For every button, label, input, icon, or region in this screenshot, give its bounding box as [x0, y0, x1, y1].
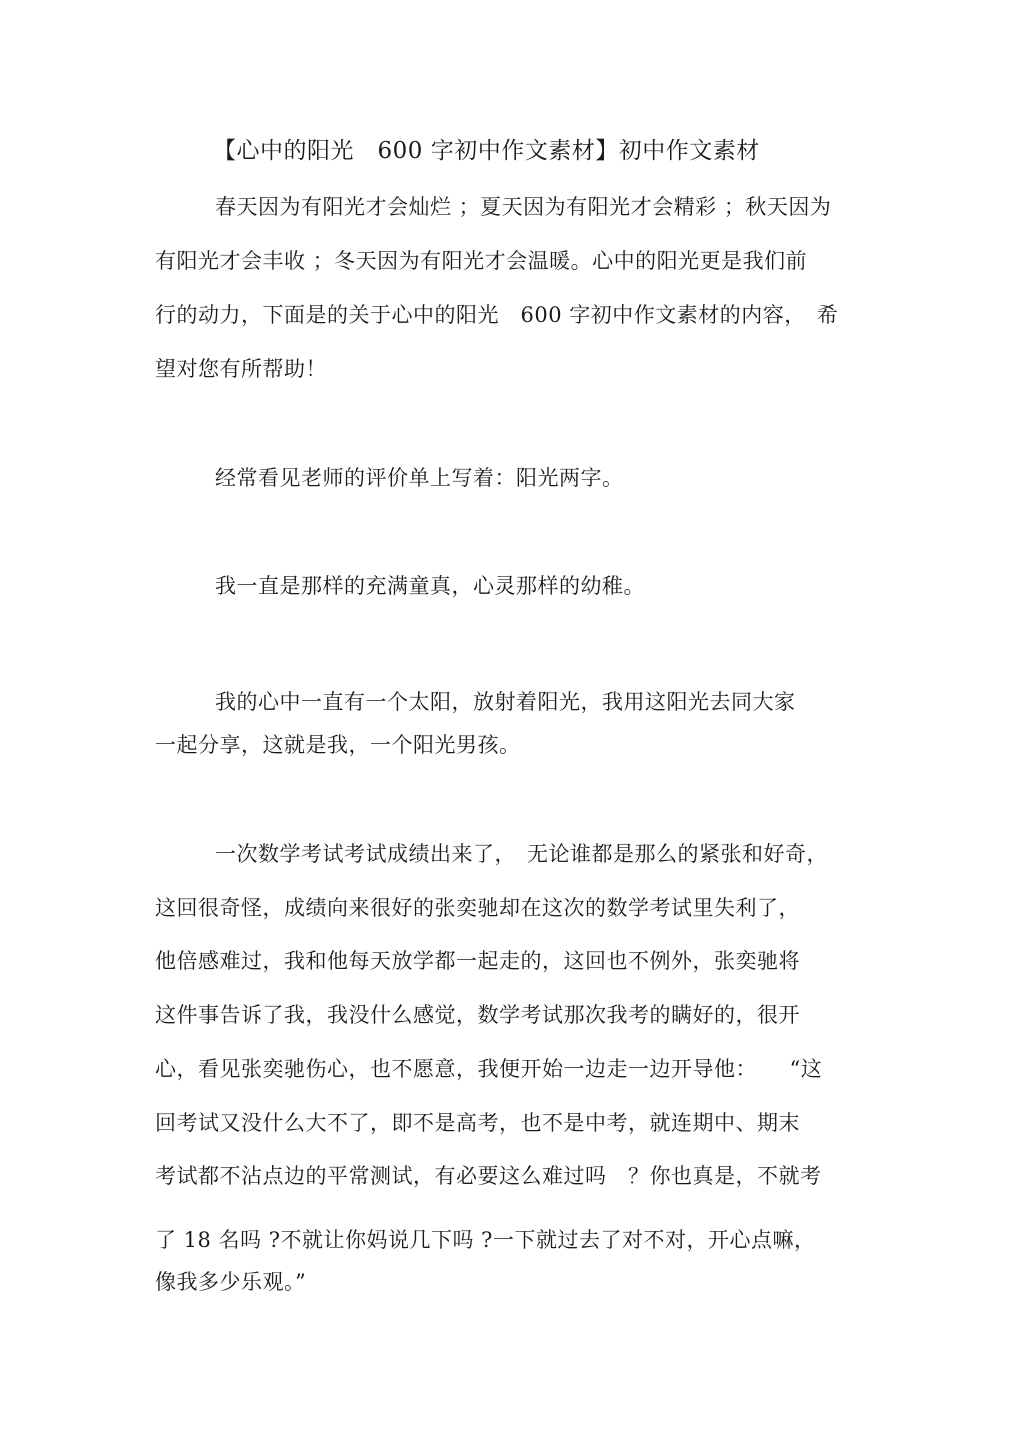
paragraph-line: 考试都不沾点边的平常测试，有必要这么难过吗 ？你也真是，不就考 [155, 1164, 822, 1188]
paragraph-line: 春天因为有阳光才会灿烂 ；夏天因为有阳光才会精彩 ；秋天因为 [215, 195, 832, 219]
paragraph-line: 我一直是那样的充满童真，心灵那样的幼稚。 [215, 574, 645, 598]
paragraph-line: 一次数学考试考试成绩出来了， 无论谁都是那么的紧张和好奇， [215, 842, 828, 866]
paragraph-line: 望对您有所帮助！ [155, 357, 327, 381]
paragraph-line: 这件事告诉了我，我没什么感觉，数学考试那次我考的瞒好的，很开 [155, 1003, 800, 1027]
paragraph-line: 他倍感难过，我和他每天放学都一起走的，这回也不例外，张奕驰将 [155, 949, 800, 973]
paragraph-line: 了 18 名吗 ?不就让你妈说几下吗 ?一下就过去了对不对，开心点嘛， [155, 1228, 816, 1252]
paragraph-line: 经常看见老师的评价单上写着：阳光两字。 [215, 466, 624, 490]
paragraph-line: 我的心中一直有一个太阳，放射着阳光，我用这阳光去同大家 [215, 690, 796, 714]
paragraph-line: 有阳光才会丰收 ；冬天因为有阳光才会温暖。心中的阳光更是我们前 [155, 249, 808, 273]
paragraph-line: 回考试又没什么大不了，即不是高考，也不是中考，就连期中、期末 [155, 1111, 800, 1135]
paragraph-line: 一起分享，这就是我，一个阳光男孩。 [155, 733, 521, 757]
paragraph-line: 行的动力，下面是的关于心中的阳光 600 字初中作文素材的内容， 希 [155, 303, 839, 327]
paragraph-line: 像我多少乐观。” [155, 1270, 307, 1294]
paragraph-line: 心，看见张奕驰伤心，也不愿意，我便开始一边走一边开导他： “这 [155, 1057, 823, 1081]
paragraph-line: 这回很奇怪，成绩向来很好的张奕驰却在这次的数学考试里失利了， [155, 896, 800, 920]
document-title: 【心中的阳光 600 字初中作文素材】初中作文素材 [213, 138, 760, 164]
